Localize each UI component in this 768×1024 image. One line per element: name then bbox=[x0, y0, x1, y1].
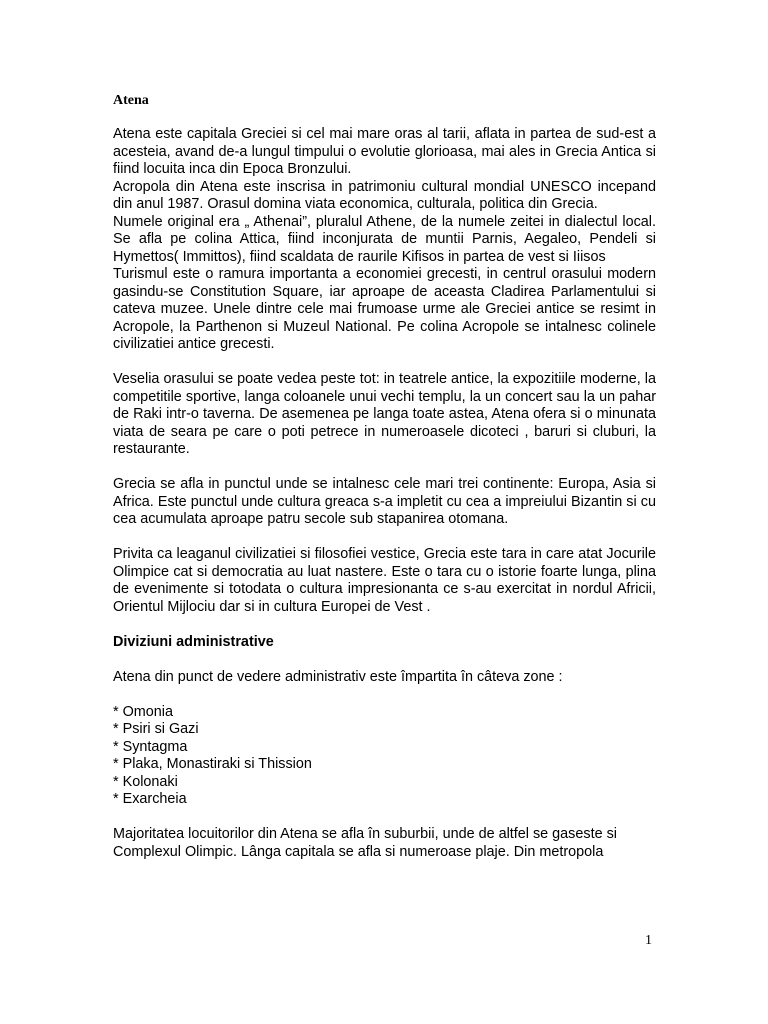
list-item: * Syntagma bbox=[113, 738, 188, 755]
list-item: * Kolonaki bbox=[113, 773, 178, 790]
closing-paragraph: Majoritatea locuitorilor din Atena se afla în suburbii, unde de altfel se gaseste si Complexul Olimpic. Lânga capitala se afla si numeroase plaje. Din metropola bbox=[113, 826, 617, 860]
body-paragraph: Privita ca leaganul civilizatiei si filosofiei vestice, Grecia este tara in care atat Jocurile Olimpice cat si democratia au luat nastere. Este o tara cu o istorie foarte lunga, plina de evenimente si totodata o cultura impresionanta ce s-au exercitat in nordul Africii, Orientul Mijlociu dar si in cultura Europei de Vest . bbox=[113, 546, 656, 615]
section-heading: Diviziuni administrative bbox=[113, 633, 274, 650]
section-intro: Atena din punct de vedere administrativ este împartita în câteva zone : bbox=[113, 668, 563, 685]
page-number: 1 bbox=[645, 933, 652, 948]
zones-list bbox=[113, 704, 656, 809]
list-item: * Psiri si Gazi bbox=[113, 721, 199, 737]
intro-paragraph: Numele original era „ Athenai”, pluralul Athene, de la numele zeitei in dialectul local. Se afla pe colina Attica, fiind inconjurata de muntii Parnis, Aegaleo, Pendeli si Hymettos( Immittos), fiind scaldata de raurile Kifisos in partea de vest si Iiisos bbox=[113, 213, 656, 265]
intro-paragraph: Turismul este o ramura importanta a economiei grecesti, in centrul orasului modern gasindu-se Constitution Square, iar aproape de aceasta Cladirea Parlamentului si cateva muzee. Unele dintre cele mai frumoase urme ale Greciei antice se resimt in Acropole, la Parthenon si Muzeul National. Pe colina Acropole se intalnesc colinele civilizatiei antice grecesti. bbox=[113, 266, 656, 352]
list-item: * Omonia bbox=[113, 703, 173, 720]
document-page bbox=[113, 92, 656, 861]
body-paragraph: Grecia se afla in punctul unde se intalnesc cele mari trei continente: Europa, Asia si Africa. Este punctul unde cultura greaca s-a impletit cu cea a impreiului Bizantin si cu cea acumulata aproape patru secole sub stapanirea otomana. bbox=[113, 476, 656, 527]
body-paragraph: Veselia orasului se poate vedea peste tot: in teatrele antice, la expozitiile moderne, la competitile sportive, langa coloanele unui vechi templu, la un concert sau la un pahar de Raki intr-o taverna. De asemenea pe langa toate astea, Atena ofera si o minunata viata de seara pe care o poti petrece in numeroasele dicoteci , baruri si cluburi, la restaurante. bbox=[113, 371, 656, 457]
intro-block bbox=[113, 126, 656, 354]
intro-paragraph: Acropola din Atena este inscrisa in patrimoniu cultural mondial UNESCO incepand din anul 1987. Orasul domina viata economica, culturala, politica din Grecia. bbox=[113, 178, 656, 212]
document-title: Atena bbox=[113, 93, 149, 108]
intro-paragraph: Atena este capitala Greciei si cel mai mare oras al tarii, aflata in partea de sud-est a acesteia, avand de-a lungul timpului o evolutie glorioasa, mai ales in Grecia Antica si fiind locuita inca din Epoca Bronzului. bbox=[113, 126, 656, 177]
list-item: * Exarcheia bbox=[113, 791, 187, 807]
list-item: * Plaka, Monastiraki si Thission bbox=[113, 756, 312, 772]
